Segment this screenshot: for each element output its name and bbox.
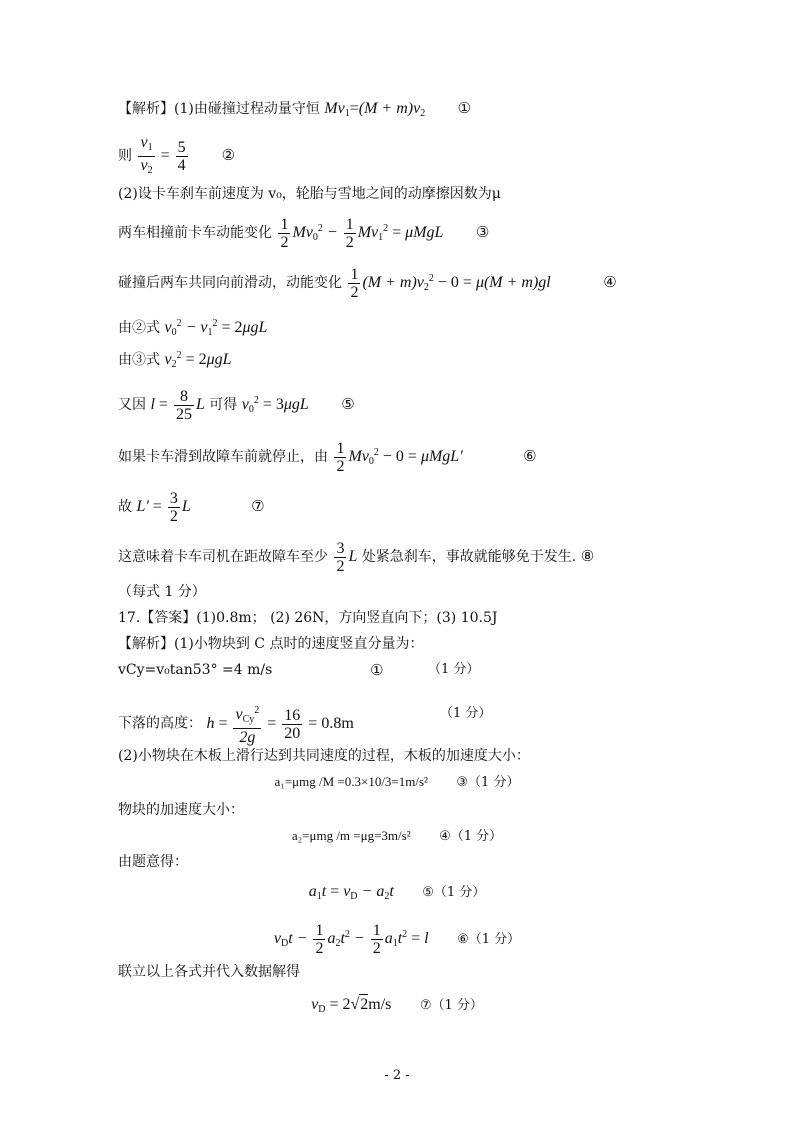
eq-tag: ④ [603,273,617,292]
equation: l = $\frac{8}{25}$ L [150,388,205,423]
text-label: 处紧急刹车，事故就能够免于发生. [361,549,577,566]
eq-tag: ⑤（1 分） [422,885,486,900]
line-setup: (2)设卡车刹车前速度为 v₀，轮胎与雪地之间的动摩擦因数为μ [118,186,501,202]
text-label: 可得 [209,397,238,414]
eq-tag: ⑧ [580,547,595,566]
eq-tag: ⑥ [523,447,537,466]
line-conclusion [118,540,594,575]
page-number: - 2 - [384,1068,410,1083]
line-score-note: （每式 1 分） [118,584,206,600]
kinetic-after-equation: $\frac{1}{2}$ $(M + m)v_2^2 - 0 = \mu(M + m)gl$ [350,266,551,301]
q17-block-accel: 物块的加速度大小： [118,802,244,818]
q17-part2: (2)小物块在木板上滑行达到共同速度的过程，木板的加速度大小： [118,748,530,764]
equation: $\frac{3}{2}$ L [336,540,358,575]
equation: $v_0^2 = 3\mu gL$ [241,395,309,416]
eq5: $a_1t = v_D - a_2t$ [308,883,394,902]
text-label: 碰撞后两车共同向前滑动，动能变化 [118,275,342,292]
text-label: 如果卡车滑到故障车前就停止，由 [118,449,328,466]
q17-height-line [118,702,492,746]
q17-by-problem: 由题意得： [118,854,188,870]
eq-tag: ③（1 分） [456,775,520,790]
text-label: 故 [118,499,132,516]
line-ratio [118,134,235,179]
line-from-2 [118,314,267,343]
eq-tag: ⑦（1 分） [419,998,483,1013]
line-therefore [118,490,265,525]
q17-eq7-line [0,994,794,1020]
eq-tag: ① [457,99,472,117]
line-kinetic-after [118,266,617,301]
text-label: 又因 [118,397,146,414]
equation: $\frac{1}{2}$ $Mv_0^2 - 0 = \mu MgL'$ [336,440,463,475]
q17-vcy-line [118,660,480,680]
momentum-equation: $Mv_1=(M + m)v_2$ [324,100,426,119]
a2-equation: a₂=μmg /m =μg=3m/s² [291,828,411,843]
eq-tag: ④（1 分） [439,829,503,844]
equation: L' = $\frac{3}{2}$ L [136,490,191,525]
score: （1 分） [428,662,480,677]
text-label: 这意味着卡车司机在距故障车至少 [118,549,328,566]
line-given [118,388,355,423]
line-momentum [118,98,471,124]
text-label: 两车相撞前卡车动能变化 [118,225,272,242]
a1-equation: a₁=μmg /M =0.3×10/3=1m/s² [274,774,428,789]
eq-tag: ⑦ [251,497,265,516]
q17-combine: 联立以上各式并代入数据解得 [118,964,300,980]
text-label: 由②式 [118,320,160,336]
eq6: $v_Dt$ − $\frac{1}{2}$ $a_2t^2$ − $\frac{1}{2}$ $a_1t^2 = l$ [273,922,429,957]
score: （1 分） [440,706,492,721]
eq-tag: ⑥（1 分） [457,932,521,948]
text-prefix: 则 [118,148,132,165]
ratio-equation: $\frac{v_1}{v_2}$ = $\frac{5}{4}$ [140,134,186,176]
line-kinetic-before [118,216,489,251]
text-label: 下落的高度： [118,715,202,732]
q17-analysis-1: 【解析】(1)小物块到 C 点时的速度竖直分量为： [118,636,424,652]
line-from-3 [118,346,232,375]
height-equation: h = $\frac{v_{Cy}^2}{2g}$ = $\frac{16}{20}$ = 0.8m [206,715,353,732]
eq-tag: ⑤ [341,395,355,414]
q17-a2-line [0,826,794,847]
q17-answer: 17.【答案】(1)0.8m； (2) 26N，方向竖直向下；(3) 10.5J [118,610,498,626]
equation: $v_0^2 - v_1^2 = 2\mu gL$ [164,318,268,338]
eq-tag: ① [370,661,384,679]
eq-tag: ② [221,146,236,165]
q17-a1-line [0,772,794,793]
equation: $v_2^2 = 2\mu gL$ [164,350,232,370]
q17-eq5-line [0,882,794,907]
kinetic-equation: $\frac{1}{2}$ $Mv_0^2$ − $\frac{1}{2}$ $Mv_1^2 = \mu MgL$ [280,216,444,251]
text-label: 由③式 [118,352,160,368]
analysis-label: 【解析】(1)由碰撞过程动量守恒 [118,101,320,117]
q17-eq6-line [0,922,794,957]
line-stop [118,440,537,475]
vcy-equation: vCy=v₀tan53° =4 m/s [118,662,273,678]
eq-tag: ③ [475,223,490,242]
eq7: $v_D = 2√2m/s$ [311,996,392,1015]
